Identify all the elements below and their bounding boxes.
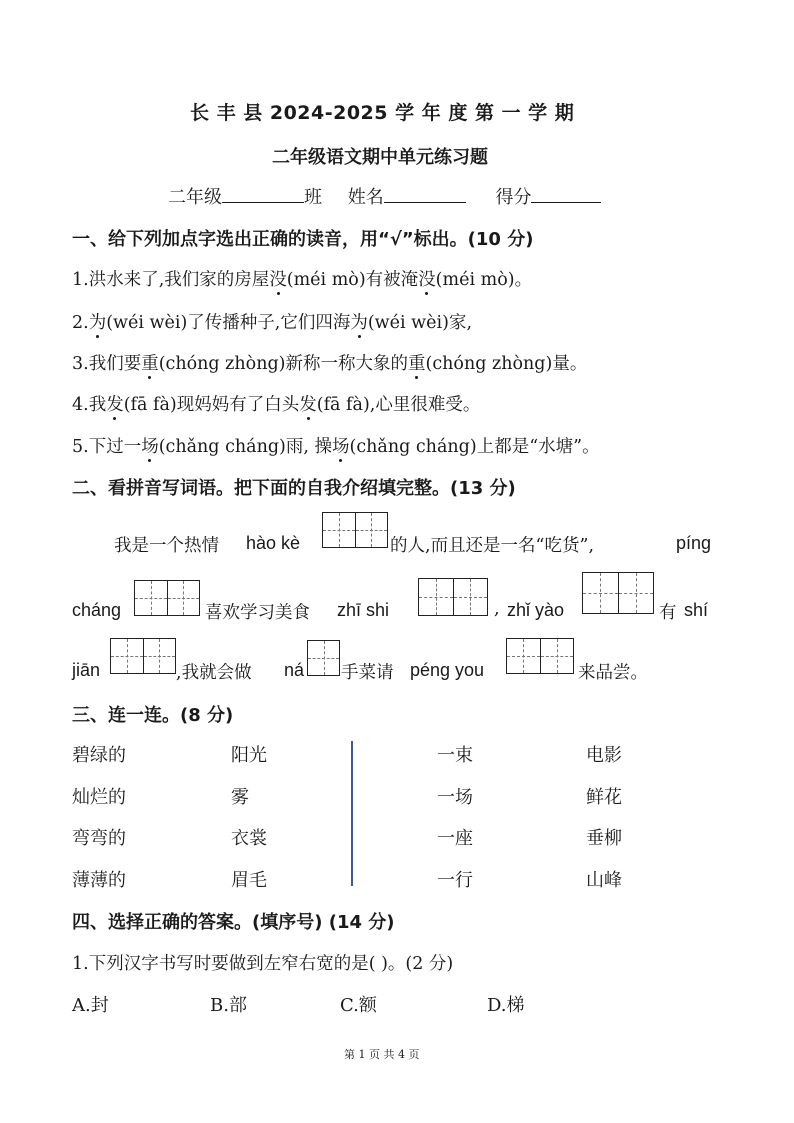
class-label: 二年级 xyxy=(168,187,222,208)
section3-heading: 三、连一连。(8 分) xyxy=(72,705,234,726)
s2-writing-grid-pengyou[interactable] xyxy=(506,638,574,674)
s2-writing-grid-shijian[interactable] xyxy=(110,638,176,674)
s2-writing-grid-na[interactable] xyxy=(307,640,340,676)
s3-right-col1-item[interactable]: 一束 xyxy=(437,745,473,766)
s1-question-1: 1.洪水来了,我们家的房屋没(méi mò)有被淹没(méi mò)。 xyxy=(72,266,532,291)
s2-text-3: 喜欢学习美食 xyxy=(205,603,310,623)
s2-text-2: 的人,而且还是一名“吃货”, xyxy=(390,536,595,556)
s1-question-2: 2.为(wéi wèi)了传播种子,它们四海为(wéi wèi)家, xyxy=(72,309,472,334)
s3-right-col1-item[interactable]: 一场 xyxy=(437,787,473,808)
s2-pinyin-zhishi: zhī shi xyxy=(337,600,390,620)
s3-left-col1-item[interactable]: 灿烂的 xyxy=(72,787,126,808)
s2-pinyin-ping: píng xyxy=(676,533,712,553)
s4-option-a[interactable]: A.封 xyxy=(72,995,109,1016)
exam-subtitle: 二年级语文期中单元练习题 xyxy=(272,147,488,168)
s4-option-c[interactable]: C.额 xyxy=(340,995,377,1016)
s3-right-col2-item[interactable]: 垂柳 xyxy=(586,828,622,849)
name-blank[interactable] xyxy=(384,186,466,203)
s2-writing-grid-pingchang[interactable] xyxy=(134,580,200,616)
s2-pinyin-pengyou: péng you xyxy=(410,660,485,680)
s1-question-4: 4.我发(fā fà)现妈妈有了白头发(fā fà),心里很难受。 xyxy=(72,391,480,416)
s3-right-col2-item[interactable]: 山峰 xyxy=(586,870,622,891)
student-info-row xyxy=(168,183,601,209)
s3-left-col1-item[interactable]: 薄薄的 xyxy=(72,870,126,891)
s2-pinyin-na: ná xyxy=(284,660,305,680)
s3-left-col2-item[interactable]: 眉毛 xyxy=(231,870,267,891)
s3-column-divider xyxy=(351,741,353,886)
s3-left-col1-item[interactable]: 弯弯的 xyxy=(72,828,126,849)
score-blank[interactable] xyxy=(531,186,601,203)
s3-right-col2-item[interactable]: 电影 xyxy=(586,745,622,766)
s3-left-col2-item[interactable]: 雾 xyxy=(231,787,249,808)
s2-pinyin-haoke: hào kè xyxy=(246,533,301,553)
section4-heading: 四、选择正确的答案。(填序号) (14 分) xyxy=(72,912,395,933)
name-label: 姓名 xyxy=(347,187,384,208)
s3-right-col2-item[interactable]: 鲜花 xyxy=(586,787,622,808)
s3-right-col1-item[interactable]: 一行 xyxy=(437,870,473,891)
s2-writing-grid-zhishi[interactable] xyxy=(418,578,488,616)
section1-heading: 一、给下列加点字选出正确的读音，用“√”标出。(10 分) xyxy=(72,229,534,250)
s2-pinyin-shi: shí xyxy=(684,600,709,620)
s2-writing-grid-zhiyao[interactable] xyxy=(582,572,654,614)
s1-question-3: 3.我们要重(chóng zhòng)新称一称大象的重(chóng zhòng)量。 xyxy=(72,350,587,375)
s2-text-6: ,我就会做 xyxy=(176,663,252,683)
s2-text-4: , xyxy=(494,599,500,619)
s3-left-col1-item[interactable]: 碧绿的 xyxy=(72,745,126,766)
exam-title: 长 丰 县 2024-2025 学 年 度 第 一 学 期 xyxy=(190,102,575,124)
class-blank[interactable] xyxy=(222,186,304,203)
s2-text-8: 来品尝。 xyxy=(578,663,648,683)
s4-option-b[interactable]: B.部 xyxy=(210,995,247,1016)
s2-pinyin-zhiyao: zhǐ yào xyxy=(507,600,565,620)
s3-left-col2-item[interactable]: 阳光 xyxy=(231,745,267,766)
s2-text-5: 有 xyxy=(659,603,677,623)
s4-option-d[interactable]: D.梯 xyxy=(487,995,525,1016)
s2-pinyin-chang: cháng xyxy=(72,600,122,620)
s1-question-5: 5.下过一场(chǎng cháng)雨, 操场(chǎng cháng)上都是“水塘”。 xyxy=(72,433,600,458)
class-suffix: 班 xyxy=(304,187,322,208)
s2-text-1: 我是一个热情 xyxy=(114,536,219,556)
s2-pinyin-jian: jiān xyxy=(72,660,101,680)
s2-writing-grid-haoke[interactable] xyxy=(322,512,388,548)
s3-left-col2-item[interactable]: 衣裳 xyxy=(231,828,267,849)
s3-right-col1-item[interactable]: 一座 xyxy=(437,828,473,849)
s4-question-1: 1.下列汉字书写时要做到左窄右宽的是( )。(2 分) xyxy=(72,954,454,974)
page-footer: 第 1 页 共 4 页 xyxy=(344,1048,420,1061)
score-label: 得分 xyxy=(495,187,532,208)
section2-heading: 二、看拼音写词语。把下面的自我介绍填完整。(13 分) xyxy=(72,478,516,499)
s2-text-7: 手菜请 xyxy=(341,663,394,683)
